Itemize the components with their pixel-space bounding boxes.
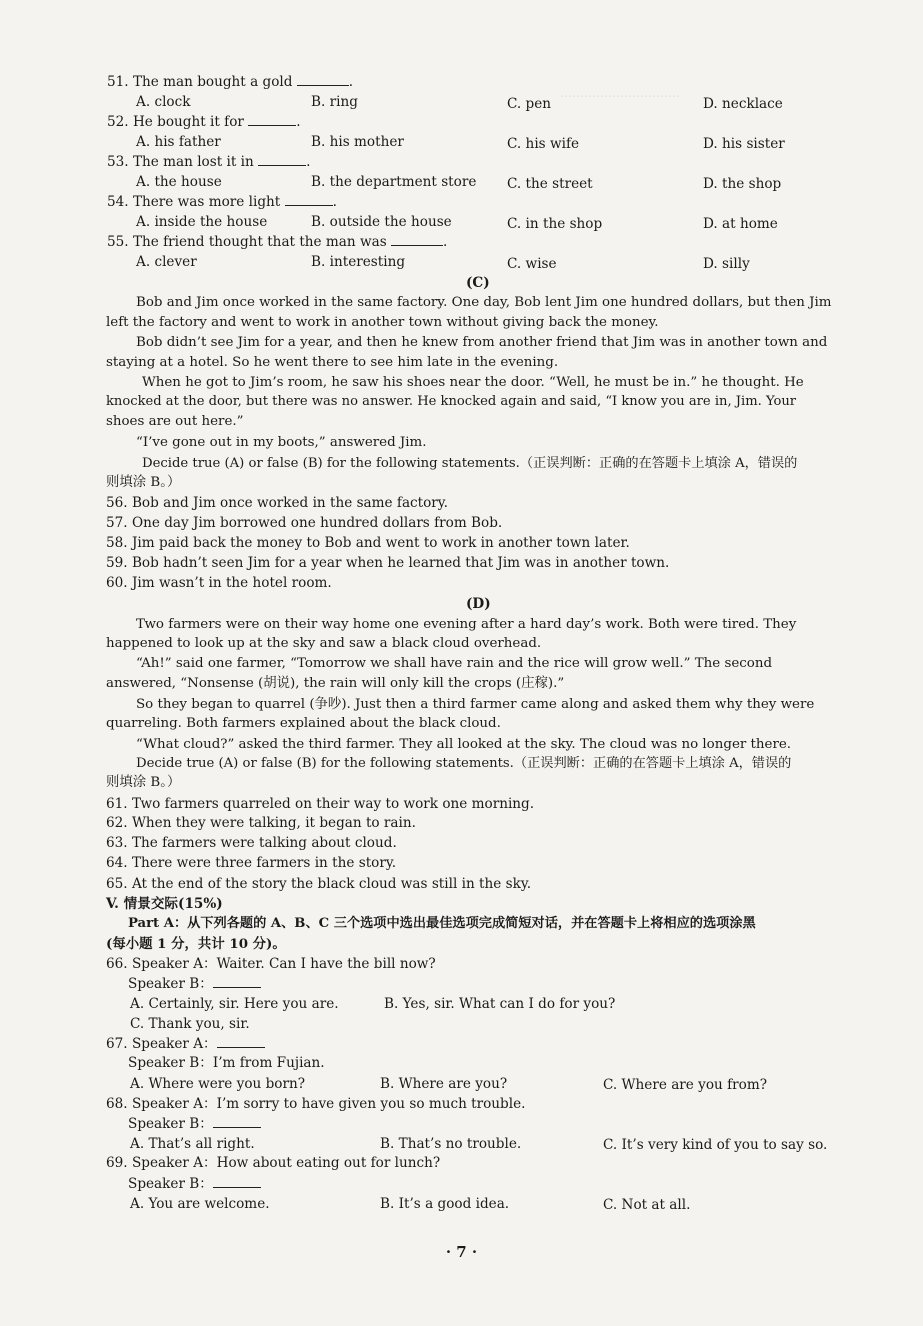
statement-59: 59. Bob hadn’t seen Jim for a year when he learned that Jim was in another town. bbox=[106, 555, 670, 571]
q68-option-c: C. It’s very kind of you to say so. bbox=[603, 1137, 828, 1153]
statement-64: 64. There were three farmers in the story. bbox=[106, 855, 397, 871]
question-55: 55. The friend thought that the man was . bbox=[107, 234, 448, 250]
passage-d-line: Two farmers were on their way home one evening after a hard day’s work. Both were tired. They bbox=[136, 617, 797, 632]
q52-option-b: B. his mother bbox=[311, 134, 404, 150]
q67-speaker-b: Speaker B：I’m from Fujian. bbox=[128, 1055, 325, 1071]
passage-c-line: knocked at the door, but there was no answer. He knocked again and said, “I know you are in, Jim. Your bbox=[106, 394, 797, 409]
q53-option-a: A. the house bbox=[136, 174, 222, 190]
passage-d-line: “What cloud?” asked the third farmer. They all looked at the sky. The cloud was no longer there. bbox=[136, 737, 792, 752]
passage-d-line: “Ah!” said one farmer, “Tomorrow we shall have rain and the rice will grow well.” The second bbox=[136, 656, 773, 671]
q55-option-b: B. interesting bbox=[311, 254, 406, 270]
q52-option-d: D. his sister bbox=[703, 136, 785, 152]
q66-speaker-b: Speaker B： bbox=[128, 974, 261, 993]
q66-option-c: C. Thank you, sir. bbox=[130, 1016, 250, 1032]
question-51: 51. The man bought a gold . bbox=[107, 74, 354, 90]
q69-option-b: B. It’s a good idea. bbox=[380, 1196, 510, 1212]
question-67: 67. Speaker A： bbox=[106, 1034, 265, 1053]
instruction-c: 则填涂 B。） bbox=[106, 475, 181, 490]
q51-option-c: C. pen bbox=[507, 96, 552, 112]
part-a-instruction: (每小题 1 分，共计 10 分)。 bbox=[106, 936, 286, 952]
q53-option-d: D. the shop bbox=[703, 176, 782, 192]
passage-d-line: happened to look up at the sky and saw a black cloud overhead. bbox=[106, 636, 542, 651]
statement-65: 65. At the end of the story the black cloud was still in the sky. bbox=[106, 876, 532, 892]
q66-option-b: B. Yes, sir. What can I do for you? bbox=[384, 996, 616, 1012]
question-53: 53. The man lost it in . bbox=[107, 154, 311, 170]
q55-option-c: C. wise bbox=[507, 256, 557, 272]
q69-option-c: C. Not at all. bbox=[603, 1197, 691, 1213]
statement-58: 58. Jim paid back the money to Bob and went to work in another town later. bbox=[106, 535, 630, 551]
q51-option-a: A. clock bbox=[136, 94, 191, 110]
q68-option-a: A. That’s all right. bbox=[130, 1136, 255, 1152]
q52-option-c: C. his wife bbox=[507, 136, 580, 152]
page-number: · 7 · bbox=[445, 1243, 478, 1261]
q53-option-b: B. the department store bbox=[311, 174, 477, 190]
question-66: 66. Speaker A：Waiter. Can I have the bill now? bbox=[106, 956, 436, 972]
instruction-c: Decide true (A) or false (B) for the following statements.（正误判断：正确的在答题卡上填涂 A，错误的 bbox=[142, 456, 798, 471]
statement-57: 57. One day Jim borrowed one hundred dollars from Bob. bbox=[106, 515, 503, 531]
section-c-heading: (C) bbox=[466, 275, 490, 291]
statement-60: 60. Jim wasn’t in the hotel room. bbox=[106, 575, 332, 591]
passage-c-line: Bob didn’t see Jim for a year, and then he knew from another friend that Jim was in another town and bbox=[136, 335, 828, 350]
q54-option-a: A. inside the house bbox=[136, 214, 268, 230]
question-54: 54. There was more light . bbox=[107, 194, 337, 210]
question-52: 52. He bought it for . bbox=[107, 114, 301, 130]
q68-speaker-b: Speaker B： bbox=[128, 1114, 261, 1133]
q69-speaker-b: Speaker B： bbox=[128, 1174, 261, 1193]
q67-option-a: A. Where were you born? bbox=[130, 1076, 306, 1092]
instruction-d: 则填涂 B。） bbox=[106, 775, 181, 790]
passage-c-line: shoes are out here.” bbox=[106, 414, 244, 429]
q51-option-d: D. necklace bbox=[703, 96, 783, 112]
section-d-heading: (D) bbox=[466, 596, 491, 612]
q55-option-a: A. clever bbox=[136, 254, 197, 270]
question-69: 69. Speaker A：How about eating out for lunch? bbox=[106, 1155, 441, 1171]
question-68: 68. Speaker A：I’m sorry to have given you so much trouble. bbox=[106, 1096, 526, 1112]
q54-option-b: B. outside the house bbox=[311, 214, 452, 230]
passage-c-line: staying at a hotel. So he went there to see him late in the evening. bbox=[106, 355, 559, 370]
passage-d-line: answered, “Nonsense (胡说), the rain will only kill the crops (庄稼).” bbox=[106, 676, 565, 691]
statement-61: 61. Two farmers quarreled on their way to work one morning. bbox=[106, 796, 535, 812]
passage-c-line: Bob and Jim once worked in the same factory. One day, Bob lent Jim one hundred dollars, but then Jim bbox=[136, 295, 832, 310]
statement-56: 56. Bob and Jim once worked in the same factory. bbox=[106, 495, 449, 511]
instruction-d: Decide true (A) or false (B) for the following statements.（正误判断：正确的在答题卡上填涂 A，错误的 bbox=[136, 756, 792, 771]
q54-option-c: C. in the shop bbox=[507, 216, 603, 232]
passage-d-line: So they began to quarrel (争吵). Just then a third farmer came along and asked them why they were bbox=[136, 697, 815, 712]
q52-option-a: A. his father bbox=[136, 134, 221, 150]
q69-option-a: A. You are welcome. bbox=[130, 1196, 270, 1212]
statement-63: 63. The farmers were talking about cloud. bbox=[106, 835, 397, 851]
section-v-title: V. 情景交际(15%) bbox=[106, 896, 223, 912]
q67-option-b: B. Where are you? bbox=[380, 1076, 508, 1092]
q55-option-d: D. silly bbox=[703, 256, 750, 272]
passage-d-line: quarreling. Both farmers explained about the black cloud. bbox=[106, 716, 501, 731]
q54-option-d: D. at home bbox=[703, 216, 778, 232]
q68-option-b: B. That’s no trouble. bbox=[380, 1136, 522, 1152]
passage-c-line: When he got to Jim’s room, he saw his shoes near the door. “Well, he must be in.” he thought. He bbox=[142, 375, 804, 390]
q53-option-c: C. the street bbox=[507, 176, 593, 192]
q51-option-b: B. ring bbox=[311, 94, 358, 110]
passage-c-line: left the factory and went to work in another town without giving back the money. bbox=[106, 315, 659, 330]
q67-option-c: C. Where are you from? bbox=[603, 1077, 767, 1093]
passage-c-line: “I’ve gone out in my boots,” answered Jim. bbox=[136, 435, 427, 450]
statement-62: 62. When they were talking, it began to rain. bbox=[106, 815, 416, 831]
q66-option-a: A. Certainly, sir. Here you are. bbox=[130, 996, 339, 1012]
part-a-instruction: Part A：从下列各题的 A、B、C 三个选项中选出最佳选项完成简短对话，并在答题卡上将相应的选项涂黑 bbox=[128, 916, 756, 931]
bleed-through-text: ………………………… bbox=[560, 86, 680, 100]
